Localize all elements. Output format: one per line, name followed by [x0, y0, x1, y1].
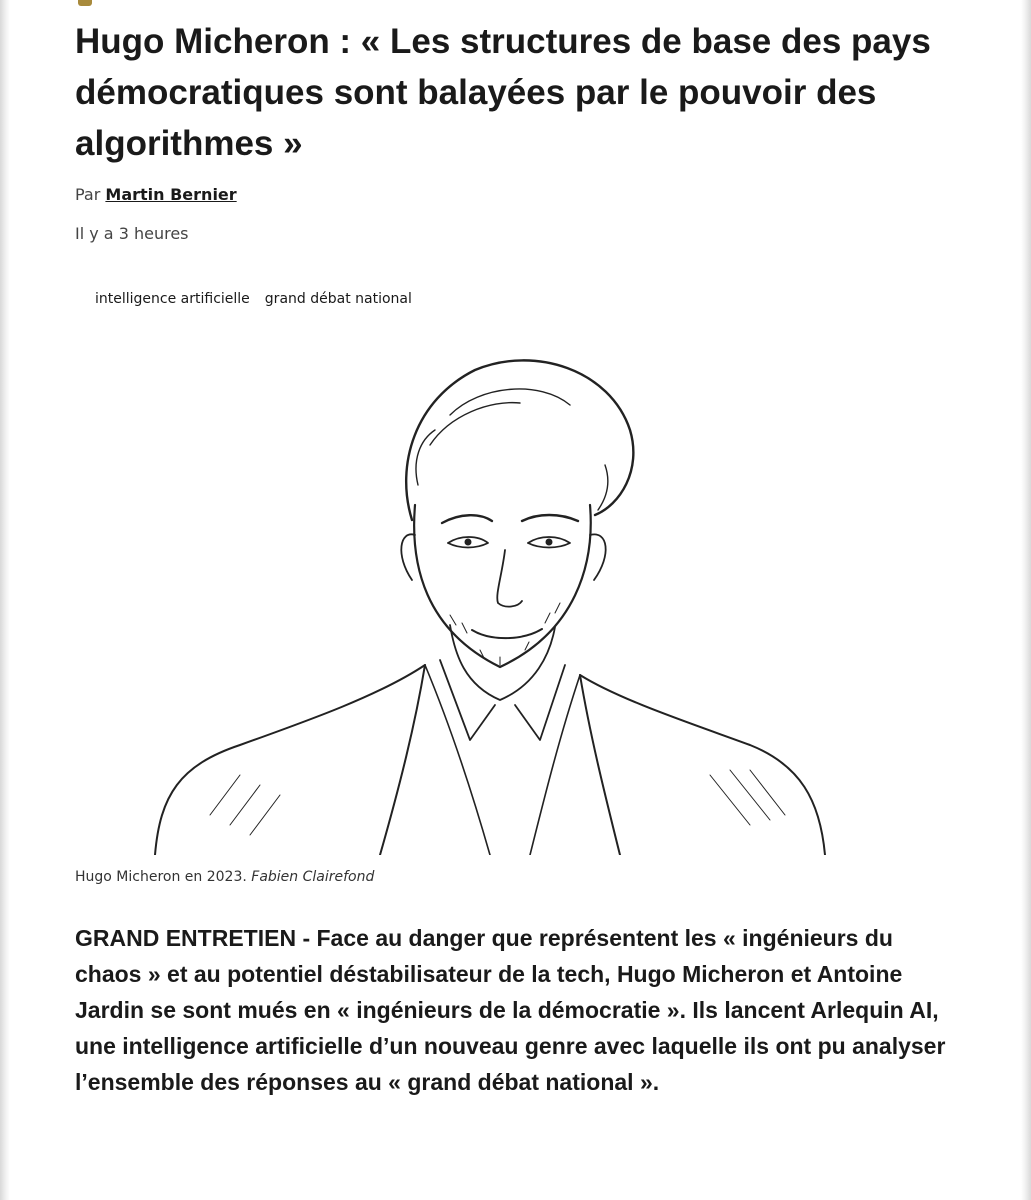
page-edge-left [0, 0, 10, 1200]
page-edge-right [1021, 0, 1031, 1200]
portrait-illustration [150, 345, 830, 855]
image-caption [75, 869, 374, 885]
byline [75, 185, 237, 204]
tag-intelligence-artificielle[interactable]: intelligence artificielle [95, 291, 250, 307]
tag-list [95, 291, 412, 307]
caption-text: Hugo Micheron en 2023. [75, 869, 252, 885]
article-lead: GRAND ENTRETIEN - Face au danger que représentent les « ingénieurs du chaos » et au potentiel déstabilisateur de la tech, Hugo Micheron et Antoine Jardin se sont mués en « ingénieurs de la démocratie ». Ils lancent Arlequin AI, une intelligence artificielle d’un nouveau genre avec laquelle ils ont pu analyser l’ensemble des réponses au « grand débat national ». [75, 925, 946, 1095]
byline-prefix: Par [75, 185, 106, 204]
author-link[interactable]: Martin Bernier [105, 185, 237, 204]
brand-logo-fragment [78, 0, 92, 6]
photo-credit: Fabien Clairefond [251, 869, 375, 885]
tag-grand-debat-national[interactable]: grand débat national [264, 291, 412, 307]
publish-time: Il y a 3 heures [75, 224, 189, 243]
article-headline: Hugo Micheron : « Les structures de base des pays démocratiques sont balayées par le pouvoir des algorithmes » [75, 22, 931, 163]
